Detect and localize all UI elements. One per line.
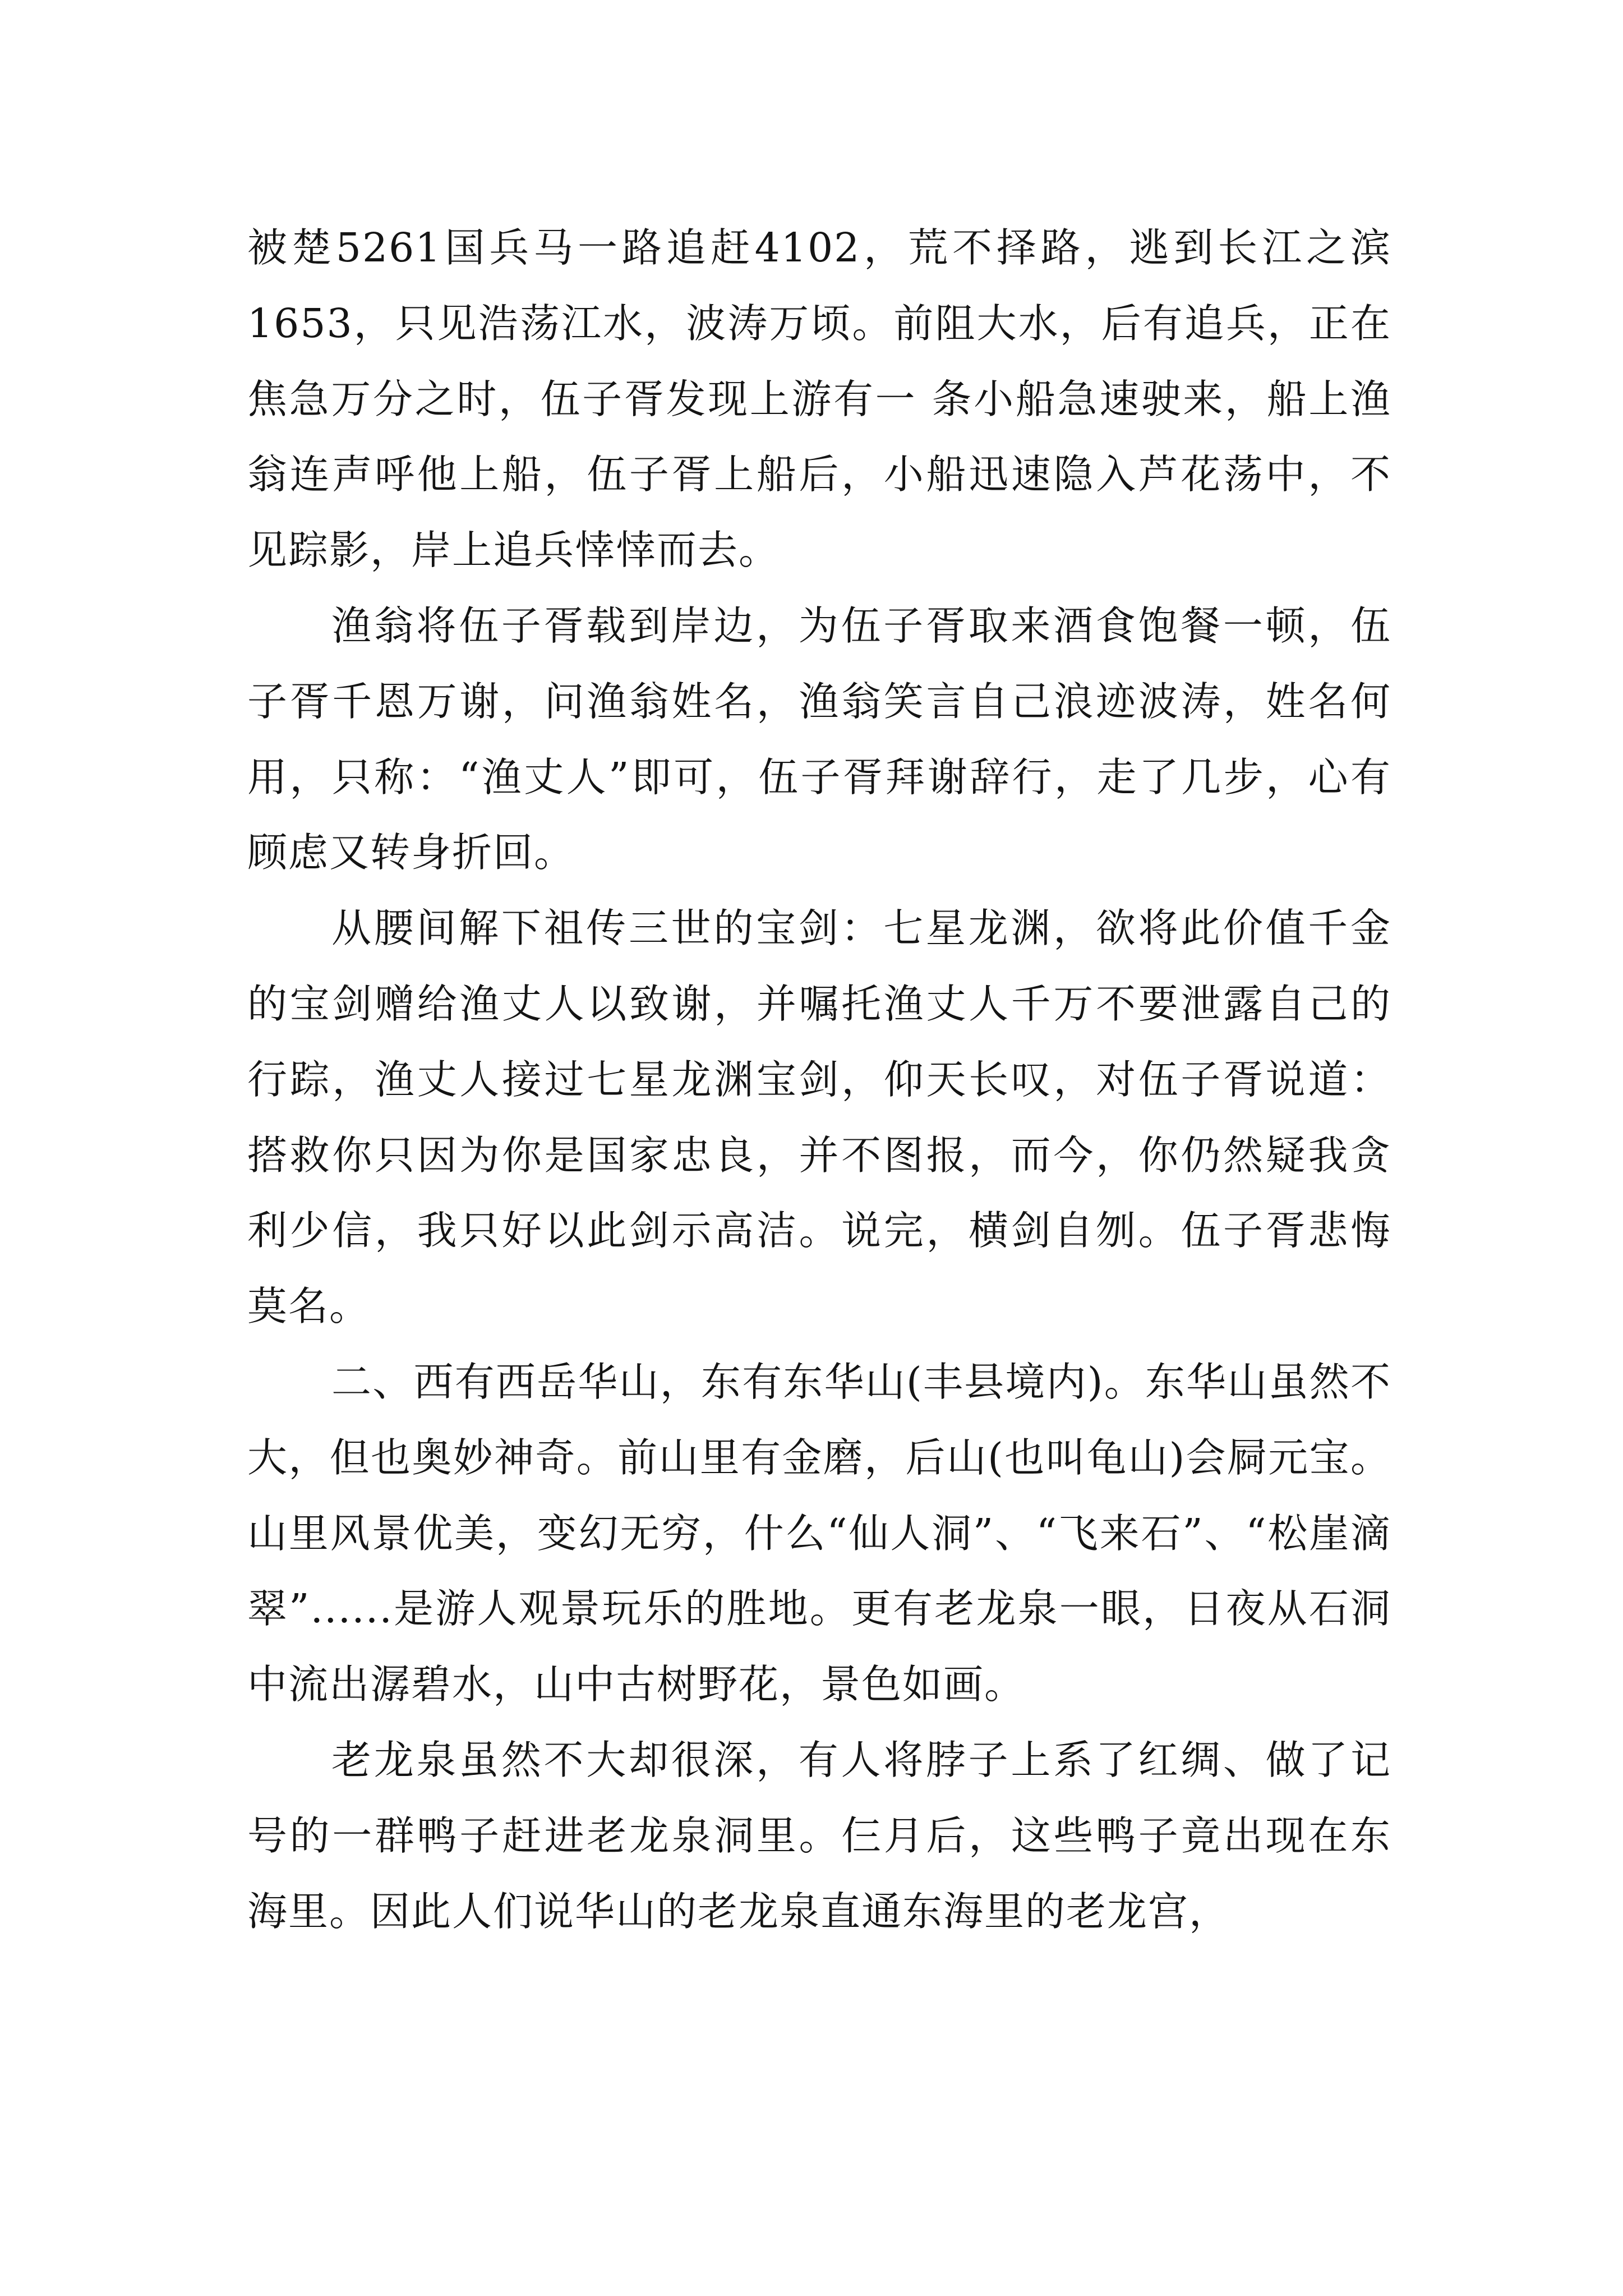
paragraph-5: 老龙泉虽然不大却很深，有人将脖子上系了红绸、做了记号的一群鸭子赶进老龙泉洞里。仨月后，这些鸭子竟出现在东海里。因此人们说华山的老龙泉直通东海里的老龙宫， <box>247 1736 1391 1935</box>
paragraph-2: 渔翁将伍子胥载到岸边，为伍子胥取来酒食饱餐一顿，伍子胥千恩万谢，问渔翁姓名，渔翁笑言自己浪迹波涛，姓名何用，只称：“渔丈人”即可，伍子胥拜谢辞行，走了几步，心有顾虑又转身折回。 <box>247 602 1391 876</box>
paragraph-4: 二、西有西岳华山，东有东华山(丰县境内)。东华山虽然不大，但也奥妙神奇。前山里有金磨，后山(也叫龟山)会屙元宝。山里风景优美，变幻无穷，什么“仙人洞”、“飞来石”、“松崖滴翠”......是游人观景玩乐的胜地。更有老龙泉一眼，日夜从石洞中流出潺碧水，山中古树野花，景色如画。 <box>247 1358 1391 1708</box>
paragraph-1: 被楚5261国兵马一路追赶4102，荒不择路，逃到长江之滨1653，只见浩荡江水，波涛万顷。前阻大水，后有追兵，正在焦急万分之时，伍子胥发现上游有一 条小船急速驶来，船上渔翁连声呼他上船，伍子胥上船后，小船迅速隐入芦花荡中，不见踪影，岸上追兵悻悻而去。 <box>247 224 1391 574</box>
paragraph-3: 从腰间解下祖传三世的宝剑：七星龙渊，欲将此价值千金的宝剑赠给渔丈人以致谢，并嘱托渔丈人千万不要泄露自己的行踪，渔丈人接过七星龙渊宝剑，仰天长叹，对伍子胥说道：搭救你只因为你是国家忠良，并不图报，而今，你仍然疑我贪利少信，我只好以此剑示高洁。说完，横剑自刎。伍子胥悲悔莫名。 <box>247 905 1391 1330</box>
body-text <box>247 210 1391 1949</box>
